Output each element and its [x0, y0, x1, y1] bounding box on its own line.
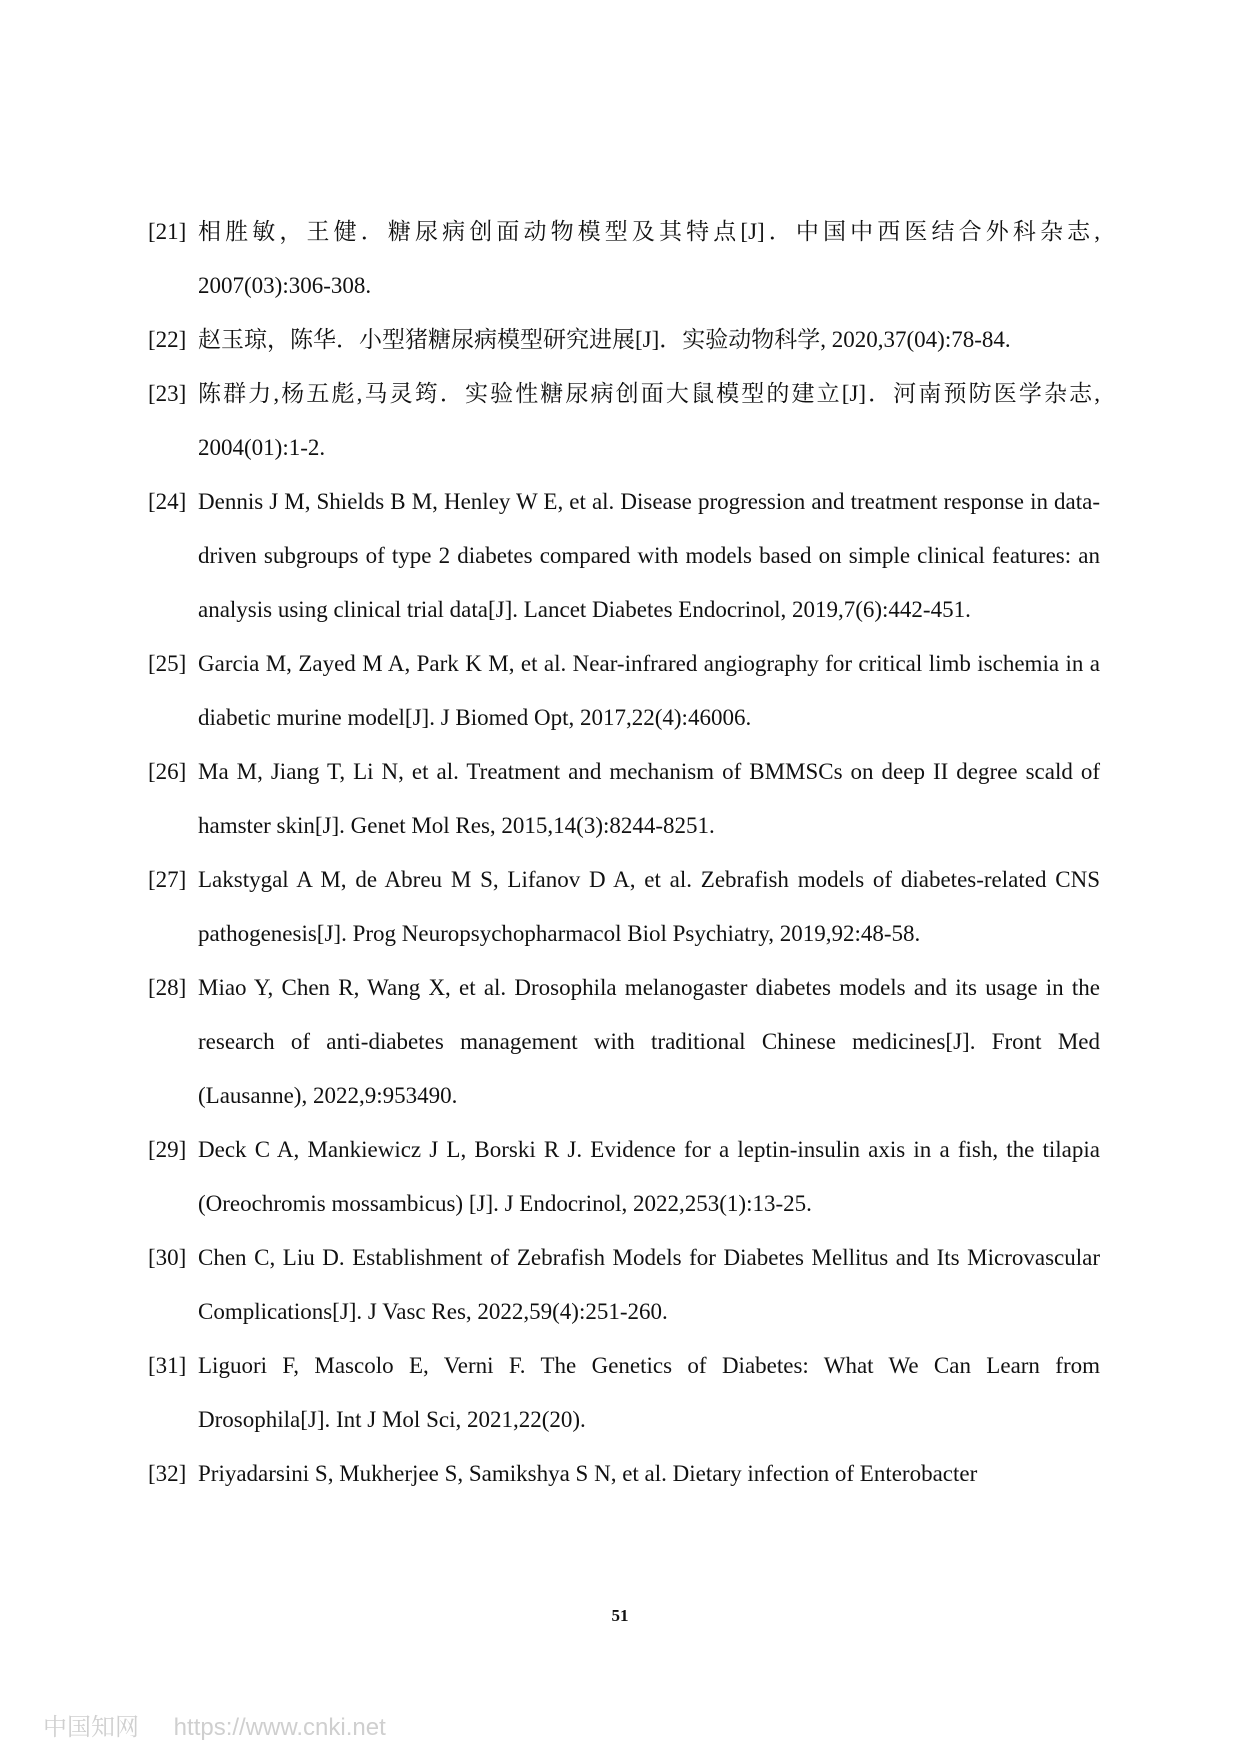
- watermark-logo: 中国知网: [43, 1714, 139, 1741]
- reference-text: Liguori F, Mascolo E, Verni F. The Genetics of Diabetes: What We Can Learn from Drosophila[J]. Int J Mol Sci, 2021,22(20).: [198, 1353, 1100, 1432]
- reference-number: [32]: [148, 1461, 187, 1486]
- reference-item: [148, 745, 1100, 853]
- reference-item: [148, 1447, 1100, 1501]
- reference-text: Miao Y, Chen R, Wang X, et al. Drosophila melanogaster diabetes models and its usage in the research of anti-diabetes management with traditional Chinese medicines[J]. Front Med (Lausanne), 2022,9:953490.: [198, 975, 1100, 1108]
- reference-item: [148, 961, 1100, 1123]
- reference-item: [148, 637, 1100, 745]
- reference-item: [148, 205, 1100, 313]
- reference-text: 赵玉琼，陈华．小型猪糖尿病模型研究进展[J]．实验动物科学, 2020,37(04):78-84.: [198, 327, 1011, 352]
- reference-text: 相胜敏，王健．糖尿病创面动物模型及其特点[J]．中国中西医结合外科杂志, 2007(03):306-308.: [198, 219, 1100, 298]
- reference-number: [21]: [148, 219, 187, 244]
- cnki-watermark: [43, 1707, 386, 1742]
- reference-item: [148, 1123, 1100, 1231]
- reference-number: [31]: [148, 1353, 187, 1378]
- reference-number: [28]: [148, 975, 187, 1000]
- reference-item: [148, 313, 1100, 367]
- reference-text: Ma M, Jiang T, Li N, et al. Treatment and mechanism of BMMSCs on deep II degree scald of hamster skin[J]. Genet Mol Res, 2015,14(3):8244-8251.: [198, 759, 1100, 838]
- reference-number: [23]: [148, 381, 187, 406]
- reference-item: [148, 853, 1100, 961]
- watermark-url: https://www.cnki.net: [173, 1714, 386, 1741]
- reference-text: Priyadarsini S, Mukherjee S, Samikshya S N, et al. Dietary infection of Enterobacter: [198, 1461, 978, 1486]
- reference-item: [148, 475, 1100, 637]
- reference-number: [22]: [148, 327, 187, 352]
- reference-number: [25]: [148, 651, 187, 676]
- reference-number: [24]: [148, 489, 187, 514]
- reference-text: Chen C, Liu D. Establishment of Zebrafish Models for Diabetes Mellitus and Its Microvascular Complications[J]. J Vasc Res, 2022,59(4):251-260.: [198, 1245, 1100, 1324]
- reference-text: Garcia M, Zayed M A, Park K M, et al. Near-infrared angiography for critical limb ischemia in a diabetic murine model[J]. J Biomed Opt, 2017,22(4):46006.: [198, 651, 1100, 730]
- reference-text: Dennis J M, Shields B M, Henley W E, et al. Disease progression and treatment response in data-driven subgroups of type 2 diabetes compared with models based on simple clinical features: an analysis using clinical trial data[J]. Lancet Diabetes Endocrinol, 2019,7(6):442-451.: [198, 489, 1100, 622]
- reference-item: [148, 367, 1100, 475]
- reference-number: [27]: [148, 867, 187, 892]
- reference-item: [148, 1231, 1100, 1339]
- page-number: 51: [611, 1606, 629, 1625]
- reference-number: [30]: [148, 1245, 187, 1270]
- reference-text: Lakstygal A M, de Abreu M S, Lifanov D A, et al. Zebrafish models of diabetes-related CNS pathogenesis[J]. Prog Neuropsychopharmacol Biol Psychiatry, 2019,92:48-58.: [198, 867, 1100, 946]
- reference-list: [148, 205, 1100, 1501]
- reference-text: 陈群力,杨五彪,马灵筠．实验性糖尿病创面大鼠模型的建立[J]．河南预防医学杂志, 2004(01):1-2.: [198, 381, 1100, 460]
- reference-number: [26]: [148, 759, 187, 784]
- reference-number: [29]: [148, 1137, 187, 1162]
- reference-item: [148, 1339, 1100, 1447]
- reference-text: Deck C A, Mankiewicz J L, Borski R J. Evidence for a leptin-insulin axis in a fish, the tilapia (Oreochromis mossambicus) [J]. J Endocrinol, 2022,253(1):13-25.: [198, 1137, 1100, 1216]
